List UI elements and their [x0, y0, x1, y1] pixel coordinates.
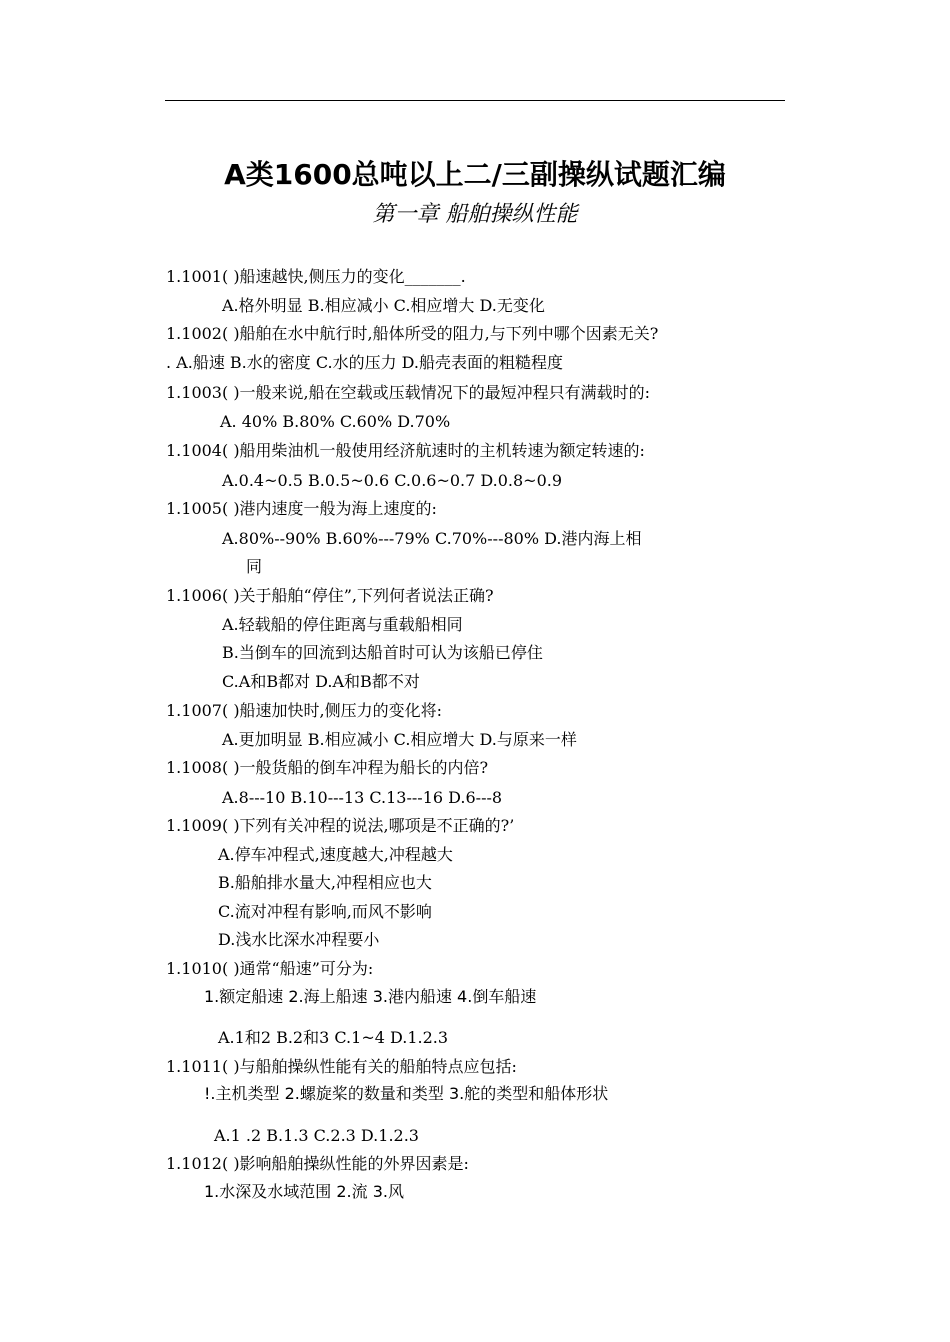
- question-1010: 1.1010( )通常“船速”可分为:: [166, 959, 374, 978]
- options-1005-cont: 同: [246, 557, 263, 576]
- items-1012: 1.水深及水域范围 2.流 3.风: [204, 1182, 404, 1201]
- question-1007: 1.1007( )船速加快时,侧压力的变化将:: [166, 701, 443, 720]
- question-1006: 1.1006( )关于船舶“停住”,下列何者说法正确?: [166, 586, 494, 605]
- options-1006-cd: C.A和B都对 D.A和B都不对: [222, 672, 420, 691]
- option-1006-b: B.当倒车的回流到达船首时可认为该船已停住: [222, 643, 543, 662]
- options-1003: A. 40% B.80% C.60% D.70%: [220, 412, 451, 431]
- chapter-heading: 第一章 船舶操纵性能: [372, 202, 578, 227]
- page-title: A类1600总吨以上二/三副操纵试题汇编: [224, 158, 726, 191]
- option-1009-a: A.停车冲程式,速度越大,冲程越大: [218, 845, 453, 864]
- options-1005: A.80%--90% B.60%---79% C.70%---80% D.港内海上相: [222, 529, 642, 548]
- question-1001: 1.1001( )船速越快,侧压力的变化_______.: [166, 267, 466, 286]
- header-rule: [165, 100, 785, 101]
- options-1007: A.更加明显 B.相应减小 C.相应增大 D.与原来一样: [222, 730, 577, 749]
- option-1009-d: D.浅水比深水冲程要小: [218, 930, 380, 949]
- option-1006-a: A.轻载船的停住距离与重载船相同: [222, 615, 463, 634]
- question-1004: 1.1004( )船用柴油机一般使用经济航速时的主机转速为额定转速的:: [166, 441, 645, 460]
- question-1008: 1.1008( )一般货船的倒车冲程为船长的内倍?: [166, 758, 489, 777]
- options-1002: . A.船速 B.水的密度 C.水的压力 D.船壳表面的粗糙程度: [166, 353, 564, 372]
- question-1005: 1.1005( )港内速度一般为海上速度的:: [166, 499, 437, 518]
- options-1008: A.8---10 B.10---13 C.13---16 D.6---8: [222, 788, 503, 807]
- options-1011: A.1 .2 B.1.3 C.2.3 D.1.2.3: [214, 1126, 419, 1145]
- options-1010: A.1和2 B.2和3 C.1~4 D.1.2.3: [218, 1028, 449, 1047]
- question-1011: 1.1011( )与船舶操纵性能有关的船舶特点应包括:: [166, 1057, 517, 1076]
- option-1009-c: C.流对冲程有影响,而风不影响: [218, 902, 432, 921]
- items-1010: 1.额定船速 2.海上船速 3.港内船速 4.倒车船速: [204, 987, 537, 1006]
- options-1001: A.格外明显 B.相应减小 C.相应增大 D.无变化: [222, 296, 545, 315]
- question-1009: 1.1009( )下列有关冲程的说法,哪项是不正确的?’: [166, 816, 515, 835]
- question-1012: 1.1012( )影响船舶操纵性能的外界因素是:: [166, 1154, 469, 1173]
- items-1011: !.主机类型 2.螺旋桨的数量和类型 3.舵的类型和船体形状: [204, 1084, 609, 1103]
- question-1003: 1.1003( )一般来说,船在空载或压载情况下的最短冲程只有满载时的:: [166, 383, 651, 402]
- option-1009-b: B.船舶排水量大,冲程相应也大: [218, 873, 432, 892]
- options-1004: A.0.4~0.5 B.0.5~0.6 C.0.6~0.7 D.0.8~0.9: [222, 471, 563, 490]
- question-1002: 1.1002( )船舶在水中航行时,船体所受的阻力,与下列中哪个因素无关?: [166, 324, 659, 343]
